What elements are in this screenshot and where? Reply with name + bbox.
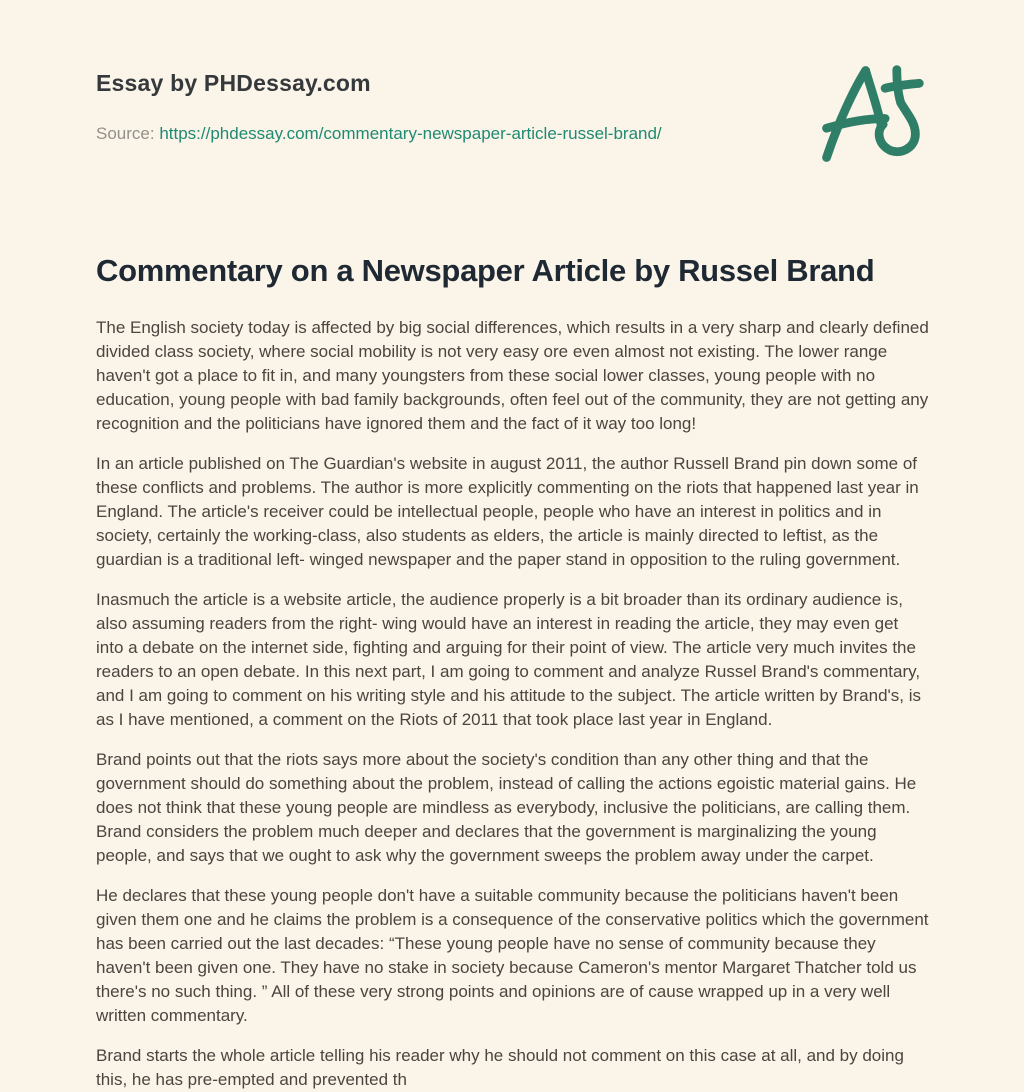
source-label: Source:	[96, 124, 155, 143]
essay-paragraph: Brand points out that the riots says more about the society's condition than any other thing and that the government should do something about the problem, instead of calling the actions egoistic material gains. He does not think that these young people are mindless as everybody, inclusive the politicians, are calling them. Brand considers the problem much deeper and declares that the government is marginalizing the young people, and says that we ought to ask why the government sweeps the problem away under the carpet.	[96, 750, 917, 866]
essay-paragraph: Brand starts the whole article telling his reader why he should not comment on this case at all, and by doing this, he has pre-empted and prevented th	[96, 1046, 904, 1090]
phdessay-logo	[816, 56, 964, 178]
essay-paragraph: He declares that these young people don't have a suitable community because the politicians haven't been given them one and he claims the problem is a consequence of the conservative politics which the government has been carried out the last decades: “These young people have no sense of community because they haven't been given one. They have no stake in society because Cameron's mentor Margaret Thatcher told us there's no such thing. ” All of these very strong points and opinions are of cause wrapped up in a very well written commentary.	[96, 886, 929, 1026]
essay-paragraph: In an article published on The Guardian's website in august 2011, the author Russell Brand pin down some of these conflicts and problems. The author is more explicitly commenting on the riots that happened last year in England. The article's receiver could be intellectual people, people who have an interest in politics and in society, certainly the working-class, also students as elders, the article is mainly directed to leftist, as the guardian is a traditional left- winged newspaper and the paper stand in opposition to the ruling government.	[96, 454, 919, 570]
essay-paragraph: The English society today is affected by big social differences, which results in a very sharp and clearly defined divided class society, where social mobility is not very easy ore even almost not existing. The lower range haven't got a place to fit in, and many youngsters from these social lower classes, young people with no education, young people with bad family backgrounds, often feel out of the community, they are not getting any recognition and the politicians have ignored them and the fact of it way too long!	[96, 318, 929, 434]
essay-paragraph: Inasmuch the article is a website article, the audience properly is a bit broader than its ordinary audience is, also assuming readers from the right- wing would have an interest in reading the article, they may even get into a debate on the internet side, fighting and arguing for their point of view. The article very much invites the readers to an open debate. In this next part, I am going to comment and analyze Russel Brand's commentary, and I am going to comment on his writing style and his attitude to the subject. The article written by Brand's, is as I have mentioned, a comment on the Riots of 2011 that took place last year in England.	[96, 590, 922, 730]
essay-body	[96, 316, 929, 1092]
essay-title: Commentary on a Newspaper Article by Russel Brand	[96, 253, 875, 288]
header	[96, 70, 964, 178]
a-plus-logo-icon	[816, 56, 964, 178]
site-heading: Essay by PHDessay.com	[96, 70, 371, 96]
source-line	[96, 124, 662, 144]
header-text-block	[96, 70, 662, 144]
source-link[interactable]: https://phdessay.com/commentary-newspaper-article-russel-brand/	[159, 124, 662, 143]
